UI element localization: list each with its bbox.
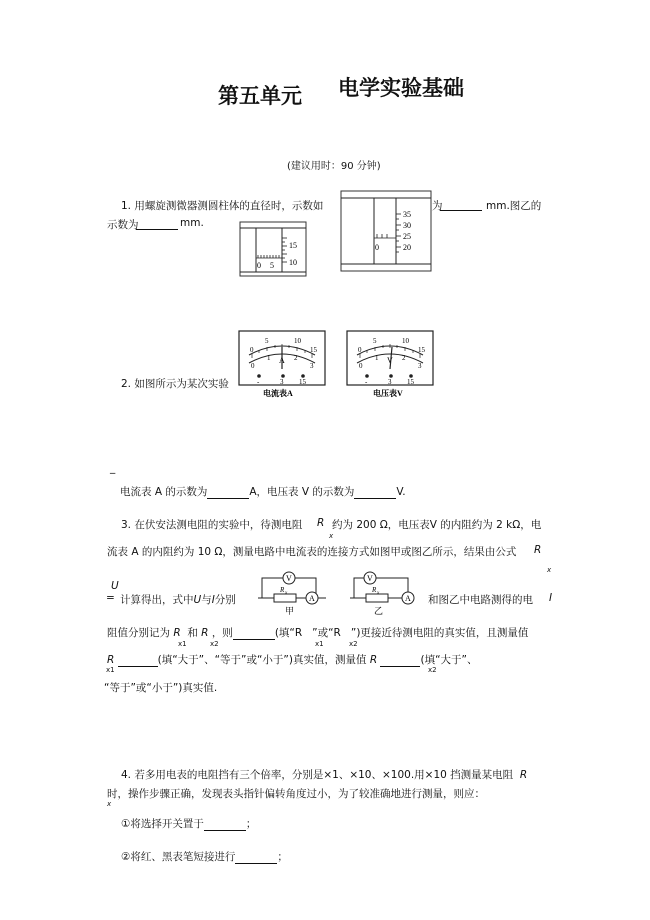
- fig-b-tick-25: 25: [403, 232, 411, 241]
- micrometer-figure-b: [340, 190, 432, 272]
- q4-step1: ①将选择开关置于 ；: [121, 818, 257, 830]
- circuit-rx-left-sub: x: [285, 591, 288, 596]
- fig-b-tick-20: 20: [403, 243, 411, 252]
- voltmeter-top-15: 15: [418, 346, 425, 354]
- voltmeter-bottom-2: 2: [402, 354, 406, 362]
- q2-text-line2: 电流表 A 的示数为 A，电压表 V 的示数为 V.: [120, 486, 406, 498]
- ammeter-top-10: 10: [294, 337, 301, 345]
- q2-text-line1: 2. 如图所示为某次实验: [121, 378, 229, 390]
- voltmeter-bottom-3: 3: [418, 362, 422, 370]
- q4-sub-x: x: [107, 800, 112, 808]
- voltmeter-term-neg: -: [365, 378, 368, 386]
- ammeter-term-3: 3: [280, 378, 284, 386]
- fig-a-tick-10: 10: [289, 258, 297, 267]
- voltmeter-top-0: 0: [358, 346, 362, 354]
- q1-text-unit1: mm.图乙的: [486, 200, 542, 212]
- voltmeter-term-3: 3: [388, 378, 392, 386]
- q3-text-line2: 流表 A 的内阻约为 10 Ω，测量电路中电流表的连接方式如图甲或图乙所示，结果由公式: [107, 546, 517, 558]
- q3-formula-r: R: [534, 544, 542, 556]
- q3-text-line5: R (填“大于”、“等于”或“小于”)真实值，测量值 R (填“大于”、: [107, 654, 478, 666]
- q3-text-line4: 阻值分别记为 R 和 R ，则 (填“R ”或“R ”)更接近待测电阻的真实值，且测量值: [107, 627, 529, 639]
- circuit-rx-left: R: [280, 586, 285, 594]
- voltmeter-bottom-0: 0: [359, 362, 363, 370]
- circuit-figure: [254, 568, 430, 616]
- ammeter-top-0: 0: [250, 346, 254, 354]
- fig-a-tick-5: 5: [270, 261, 274, 270]
- fig-a-tick-15: 15: [289, 241, 297, 250]
- q3-text-line1a: 3. 在伏安法测电阻的实验中，待测电阻: [121, 519, 303, 531]
- circuit-v-left: V: [286, 574, 292, 583]
- circuit-rx-right: R: [372, 586, 377, 594]
- q3-sub-x1-b: x1: [315, 640, 324, 648]
- q3-sub-x2-b: x2: [349, 640, 358, 648]
- q4-step2: ②将红、黑表笔短接进行 ；: [121, 851, 288, 863]
- q1-blank-2: [136, 217, 178, 230]
- q3-text-line1b: 约为 200 Ω，电压表V 的内阻约为 2 kΩ，电: [332, 519, 542, 531]
- ammeter-symbol: A: [279, 356, 285, 365]
- fig-a-tick-0: 0: [257, 261, 261, 270]
- ammeter-top-15: 15: [310, 346, 317, 354]
- circuit-label-right: 乙: [374, 606, 384, 616]
- ammeter-top-5: 5: [265, 337, 269, 345]
- q3-rx-r: R: [317, 517, 325, 529]
- q3-text-line6: “等于”或“小于”)真实值.: [104, 682, 218, 694]
- ammeter-figure: [237, 329, 327, 399]
- q3-text-line3c: 和图乙中电路测得的电: [428, 594, 533, 606]
- voltmeter-caption: 电压表V: [373, 389, 403, 398]
- q2-stray-dash: ‾: [110, 472, 116, 484]
- fig-b-tick-35: 35: [403, 210, 411, 219]
- fig-b-tick-30: 30: [403, 221, 411, 230]
- circuit-a-left: A: [309, 594, 315, 603]
- ammeter-caption: 电流表A: [263, 389, 293, 398]
- fig-b-tick-0: 0: [375, 243, 379, 252]
- circuit-a-right: A: [405, 594, 411, 603]
- ammeter-term-15: 15: [299, 378, 306, 386]
- time-hint: (建议用时：90 分钟): [287, 161, 381, 172]
- ammeter-term-neg: -: [257, 378, 260, 386]
- voltmeter-figure: [345, 329, 435, 399]
- voltmeter-symbol: V: [387, 356, 393, 365]
- ammeter-bottom-2: 2: [294, 354, 298, 362]
- q3-equals: =: [106, 592, 115, 604]
- circuit-rx-right-sub: x: [377, 591, 380, 596]
- ammeter-bottom-0: 0: [251, 362, 255, 370]
- page-title-part2: 电学实验基础: [338, 75, 464, 100]
- q4-text-line2: 时，操作步骤正确，发现表头指针偏转角度过小，为了较准确地进行测量，则应：: [107, 788, 485, 800]
- q3-sub-x2-a: x2: [210, 640, 219, 648]
- circuit-v-right: V: [367, 574, 373, 583]
- q3-formula-sub: x: [547, 566, 552, 574]
- q3-sub-x1-a: x1: [178, 640, 187, 648]
- q3-text-line3: 计算得出，式中U与I分别: [120, 594, 236, 606]
- micrometer-figure-a: [238, 220, 308, 278]
- circuit-label-left: 甲: [285, 606, 295, 616]
- q3-sub-x2-c: x2: [428, 666, 437, 674]
- voltmeter-term-15: 15: [407, 378, 414, 386]
- voltmeter-top-5: 5: [373, 337, 377, 345]
- q1-text-line1: 1. 用螺旋测微器测圆柱体的直径时，示数如: [121, 200, 324, 212]
- q1-text-line2: 示数为: [107, 219, 139, 231]
- q1-text-wei: 为: [432, 200, 443, 212]
- q3-rx-sub: x: [329, 532, 334, 540]
- ammeter-bottom-1: 1: [267, 354, 271, 362]
- q4-text-line1: 4. 若多用电表的电阻挡有三个倍率，分别是×1、×10、×100.用×10 挡测量某电阻 R: [121, 769, 528, 781]
- q3-fraction-u: U: [111, 580, 119, 592]
- q1-text-unit2: mm.: [180, 217, 204, 229]
- voltmeter-bottom-1: 1: [375, 354, 379, 362]
- q1-blank-1: [440, 198, 482, 211]
- ammeter-bottom-3: 3: [310, 362, 314, 370]
- voltmeter-top-10: 10: [402, 337, 409, 345]
- q3-sub-x1-c: x1: [106, 666, 115, 674]
- page-title-part1: 第五单元: [218, 83, 302, 108]
- q3-fraction-i: I: [549, 592, 553, 604]
